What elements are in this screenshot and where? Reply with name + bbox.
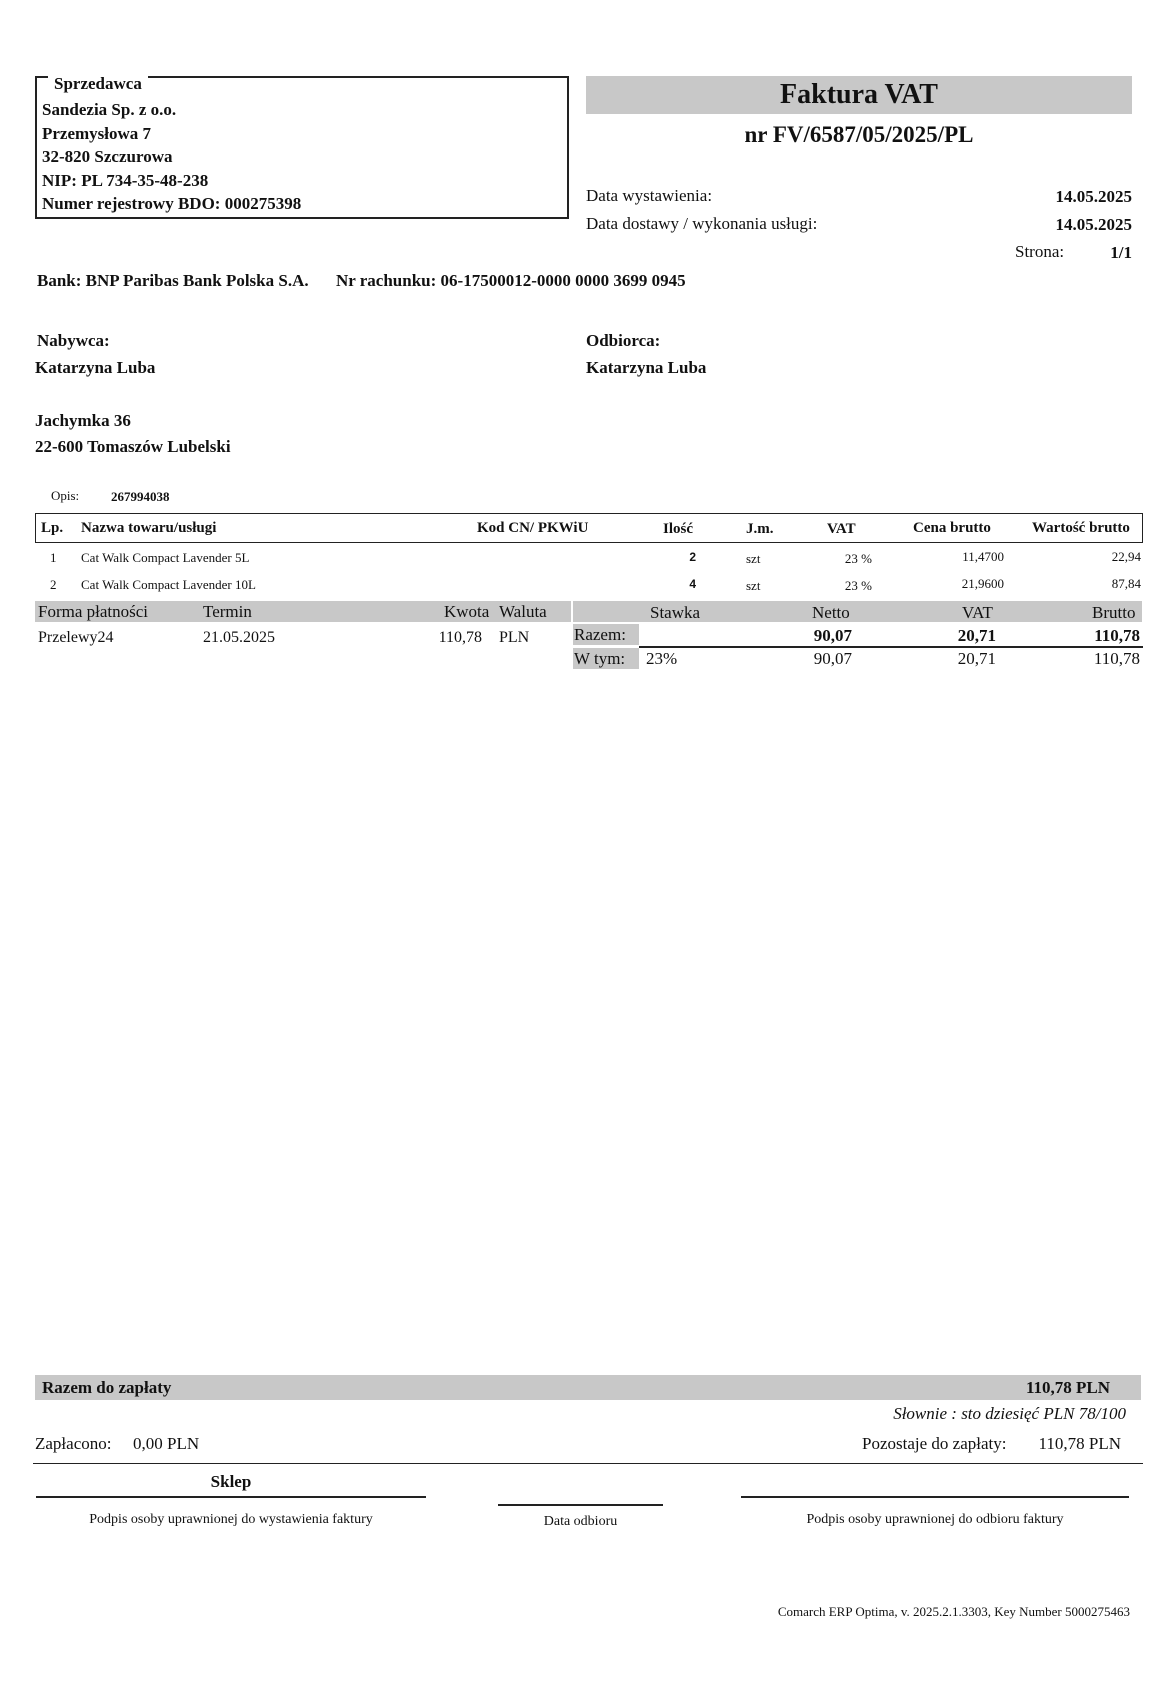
seller-name: Sandezia Sp. z o.o. (42, 100, 177, 119)
buyer-name: Katarzyna Luba (35, 358, 156, 377)
item-qty: 4 (689, 577, 696, 591)
vat-breakdown-label: W tym: (574, 649, 626, 668)
buyer-street: Jachymka 36 (35, 411, 131, 430)
payment-currency-header: Waluta (499, 602, 547, 621)
invoice-number: nr FV/6587/05/2025/PL (744, 122, 974, 147)
receiver-signature-line (741, 1496, 1129, 1498)
col-lp: Lp. (41, 520, 64, 536)
description-value: 267994038 (111, 489, 170, 504)
issuer-name: Sklep (210, 1472, 252, 1491)
seller-street: Przemysłowa 7 (42, 124, 152, 143)
vat-total-label: Razem: (574, 625, 626, 644)
col-vat: VAT (827, 521, 856, 537)
vat-total-gross: 110,78 (1094, 626, 1140, 645)
payment-amount-header: Kwota (444, 602, 490, 621)
vat-breakdown-gross: 110,78 (1093, 649, 1140, 668)
paid-label: Zapłacono: (35, 1434, 112, 1453)
col-value: Wartość brutto (1032, 520, 1130, 536)
page-label: Strona: (1015, 242, 1065, 261)
paid-value: 0,00 PLN (133, 1434, 200, 1453)
date-signature-line (498, 1504, 663, 1506)
issuer-caption: Podpis osoby uprawnionej do wystawienia faktury (89, 1512, 373, 1527)
item-unit: szt (746, 551, 761, 566)
amount-due-value: 110,78 PLN (1025, 1378, 1110, 1397)
issuer-signature-line (36, 1496, 426, 1498)
payment-currency: PLN (499, 629, 530, 646)
bank-name: Bank: BNP Paribas Bank Polska S.A. (37, 271, 309, 290)
remaining-label: Pozostaje do zapłaty: (862, 1434, 1007, 1453)
item-name: Cat Walk Compact Lavender 5L (81, 550, 250, 565)
col-unit: J.m. (746, 521, 774, 537)
recipient-label: Odbiorca: (586, 331, 661, 350)
delivery-date-label: Data dostawy / wykonania usługi: (586, 214, 818, 233)
vat-breakdown-net: 90,07 (813, 649, 852, 668)
payment-method: Przelewy24 (38, 629, 114, 646)
item-price: 11,4700 (962, 549, 1004, 564)
vat-gross-header: Brutto (1092, 603, 1136, 622)
totals-divider (33, 1463, 1143, 1464)
page-number: 1/1 (1110, 243, 1132, 262)
seller-nip: NIP: PL 734-35-48-238 (42, 171, 209, 190)
vat-vat-header: VAT (962, 603, 993, 622)
payment-due: 21.05.2025 (203, 629, 275, 646)
amount-in-words: Słownie : sto dziesięć PLN 78/100 (893, 1404, 1126, 1423)
description-label: Opis: (51, 488, 80, 503)
software-footer: Comarch ERP Optima, v. 2025.2.1.3303, Key Number 5000275463 (777, 1604, 1130, 1619)
payment-amount: 110,78 (438, 629, 482, 646)
col-qty: Ilość (663, 521, 693, 537)
col-price: Cena brutto (913, 520, 991, 536)
issue-date-label: Data wystawienia: (586, 186, 713, 205)
seller-legend: Sprzedawca (48, 74, 148, 94)
buyer-label: Nabywca: (37, 331, 110, 350)
issue-date: 14.05.2025 (1055, 187, 1132, 206)
item-vat: 23 % (844, 578, 872, 593)
vat-total-net: 90,07 (813, 626, 852, 645)
vat-breakdown-rate: 23% (646, 649, 678, 668)
remaining-value: 110,78 PLN (1038, 1434, 1121, 1453)
item-value: 22,94 (1111, 549, 1141, 564)
total-underline (639, 646, 1143, 648)
vat-rate-header: Stawka (650, 603, 701, 622)
item-name: Cat Walk Compact Lavender 10L (81, 577, 256, 592)
col-name: Nazwa towaru/usługi (81, 520, 217, 536)
buyer-city: 22-600 Tomaszów Lubelski (35, 437, 231, 456)
bank-account: Nr rachunku: 06-17500012-0000 0000 3699 0945 (336, 271, 686, 290)
vat-net-header: Netto (812, 603, 850, 622)
seller-bdo: Numer rejestrowy BDO: 000275398 (42, 194, 302, 213)
date-caption: Data odbioru (543, 1514, 618, 1529)
item-price: 21,9600 (961, 576, 1004, 591)
item-lp: 2 (50, 577, 57, 592)
amount-due-label: Razem do zapłaty (42, 1378, 172, 1397)
vat-total-vat: 20,71 (957, 626, 996, 645)
item-vat: 23 % (844, 551, 872, 566)
item-qty: 2 (689, 550, 696, 564)
item-unit: szt (746, 578, 761, 593)
item-value: 87,84 (1111, 576, 1141, 591)
seller-city: 32-820 Szczurowa (42, 147, 173, 166)
col-code: Kod CN/ PKWiU (477, 520, 589, 536)
payment-method-header: Forma płatności (38, 602, 149, 621)
recipient-name: Katarzyna Luba (586, 358, 707, 377)
delivery-date: 14.05.2025 (1055, 215, 1132, 234)
receiver-caption: Podpis osoby uprawnionej do odbioru faktury (806, 1512, 1064, 1527)
item-lp: 1 (50, 550, 57, 565)
invoice-title: Faktura VAT (780, 79, 938, 110)
vat-breakdown-vat: 20,71 (957, 649, 996, 668)
payment-due-header: Termin (203, 602, 252, 621)
